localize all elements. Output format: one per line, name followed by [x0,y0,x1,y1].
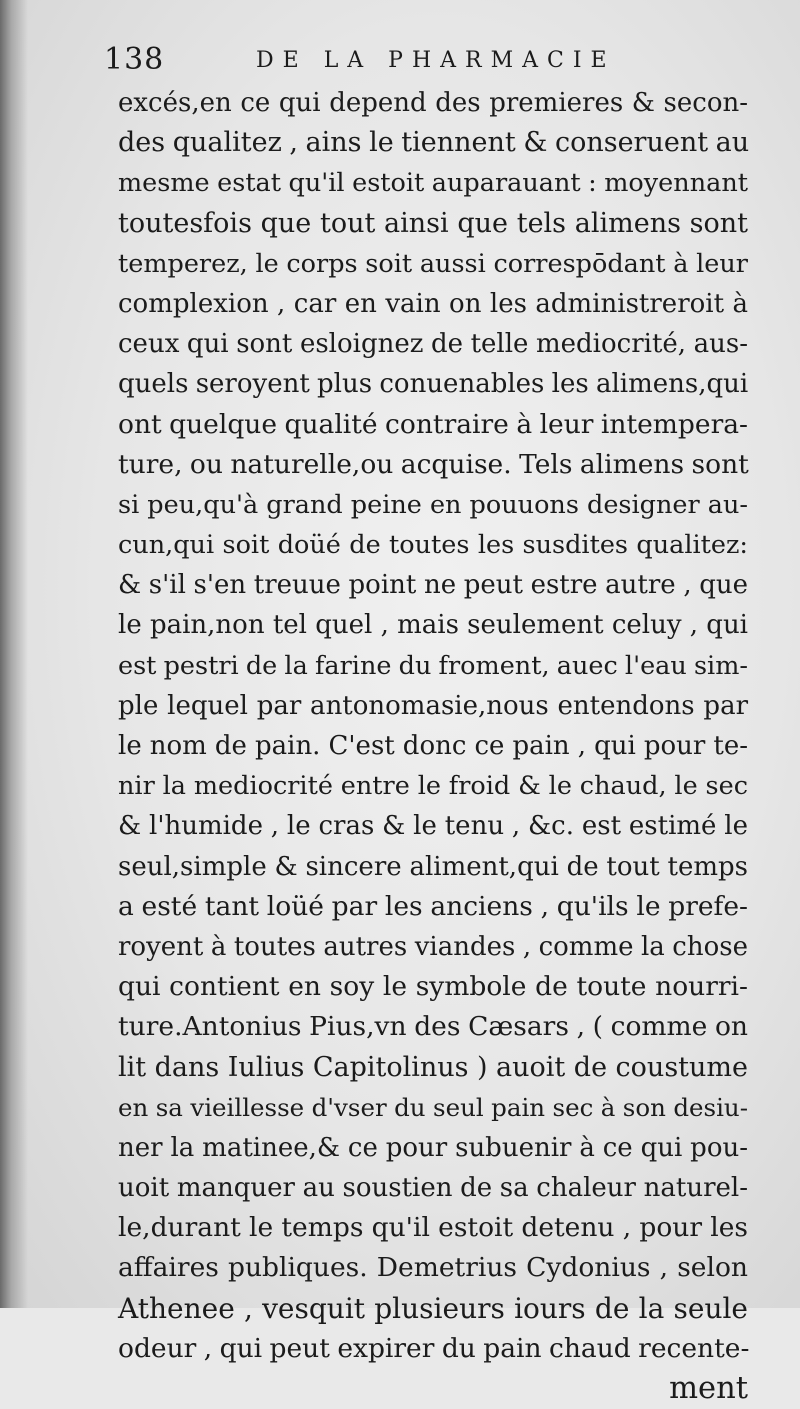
text-line: quels seroyent plus conuenables les alimens,qui [118,369,749,400]
text-line: ture.Antonius Pius,vn des Cæsars , ( comme on [118,1011,748,1043]
text-line: mesme estat qu'il estoit auparauant : moyennant [118,168,748,199]
text-line: seul,simple & sincere aliment,qui de tout temps [118,851,748,882]
text-line: & s'il s'en treuue point ne peut estre autre , que [118,570,748,601]
text-line: le,durant le temps qu'il estoit detenu , pour les [118,1212,748,1244]
text-line: ont quelque qualité contraire à leur intempera- [118,408,748,440]
text-line: royent à toutes autres viandes , comme la chose [118,931,748,962]
text-line: ceux qui sont esloignez de telle mediocrité, aus- [118,329,748,360]
text-line: toutesfois que tout ainsi que tels alimens sont [118,207,748,239]
page-number: 138 [104,42,165,77]
text-line: en sa vieillesse d'vser du seul pain sec à son desiu- [118,1092,748,1122]
text-line: qui contient en soy le symbole de toute nourri- [118,971,748,1003]
text-line: le nom de pain. C'est donc ce pain , qui pour te- [118,731,748,761]
text-line: des qualitez , ains le tiennent & conseruent au [118,127,750,159]
text-line: & l'humide , le cras & le tenu , &c. est estimé le [118,811,748,842]
text-line: nir la mediocrité entre le froid & le chaud, le sec [118,771,748,802]
text-line: si peu,qu'à grand peine en pouuons designer au- [118,489,748,520]
text-line: uoit manquer au soustien de sa chaleur naturel- [118,1173,748,1204]
text-line: est pestri de la farine du froment, auec l'eau sim- [118,650,748,681]
text-line: lit dans Iulius Capitolinus ) auoit de coustume [118,1051,748,1083]
running-head: DE LA PHARMACIE [256,48,616,73]
text-line: ture, ou naturelle,ou acquise. Tels alimens sont [118,448,749,480]
text-line: le pain,non tel quel , mais seulement celuy , qui [118,610,748,641]
text-line: affaires publiques. Demetrius Cydonius , selon [118,1252,748,1284]
text-line: ple lequel par antonomasie,nous entendons par [118,690,748,721]
text-line: complexion , car en vain on les administreroit à [118,288,748,319]
text-line: a esté tant loüé par les anciens , qu'ils le prefe- [118,890,748,922]
text-line: odeur , qui peut expirer du pain chaud recente- [118,1332,750,1364]
text-line: excés,en ce qui depend des premieres & secon- [118,88,748,118]
text-line: temperez, le corps soit aussi correspōdant à leur [118,248,748,279]
body-text [118,83,748,1409]
gutter-shadow [0,0,28,1308]
text-line: cun,qui soit doüé de toutes les susdites qualitez: [118,530,748,561]
text-line: Athenee , vesquit plusieurs iours de la seule [118,1291,748,1325]
catchword: ment [669,1371,748,1406]
page-header [104,38,744,84]
show-through-bleed [18,680,128,770]
text-line: ner la matinee,& ce pour subuenir à ce qui pou- [118,1132,748,1163]
